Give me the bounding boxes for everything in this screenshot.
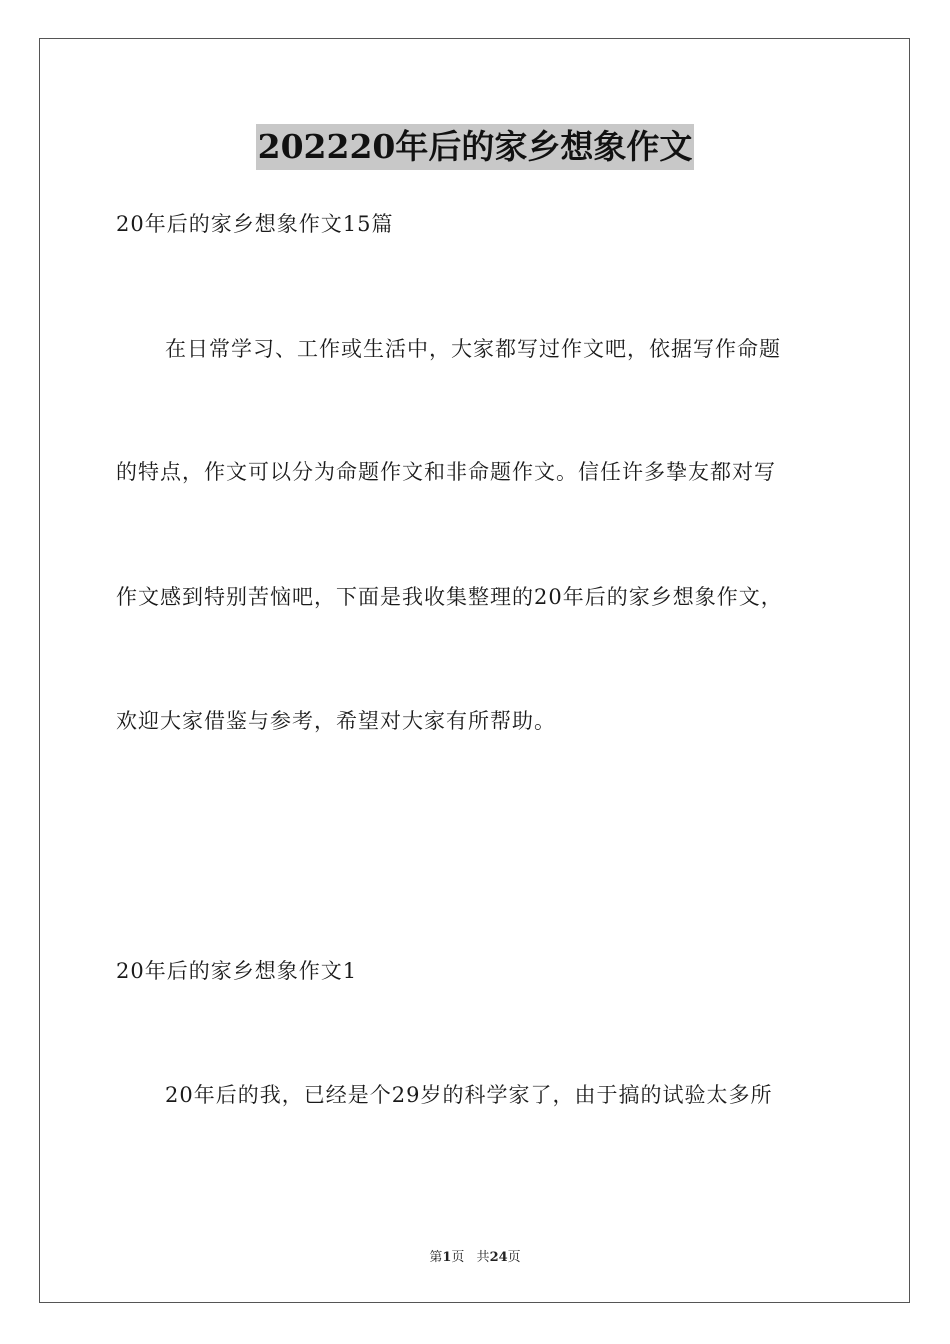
page-footer: [0, 1246, 950, 1265]
intro-line-1: 在日常学习、工作或生活中，大家都写过作文吧，依据写作命题: [165, 337, 781, 361]
section-heading: 20年后的家乡想象作文1: [116, 959, 358, 983]
total-pages: 24: [489, 1250, 508, 1265]
page-number: 1: [442, 1250, 452, 1265]
section-line-1: 20年后的我，已经是个29岁的科学家了，由于搞的试验太多所: [165, 1083, 773, 1107]
title-container: [0, 124, 950, 170]
intro-line-3: 作文感到特别苦恼吧，下面是我收集整理的20年后的家乡想象作文，: [116, 585, 783, 609]
document-subtitle: 20年后的家乡想象作文15篇: [116, 212, 394, 236]
document-title: 202220年后的家乡想象作文: [256, 124, 695, 170]
intro-line-2: 的特点，作文可以分为命题作文和非命题作文。信任许多挚友都对写: [116, 460, 776, 484]
total-pages-indicator: 共24页: [476, 1250, 521, 1265]
page-indicator: 第1页: [429, 1250, 465, 1265]
intro-line-4: 欢迎大家借鉴与参考，希望对大家有所帮助。: [116, 709, 556, 733]
